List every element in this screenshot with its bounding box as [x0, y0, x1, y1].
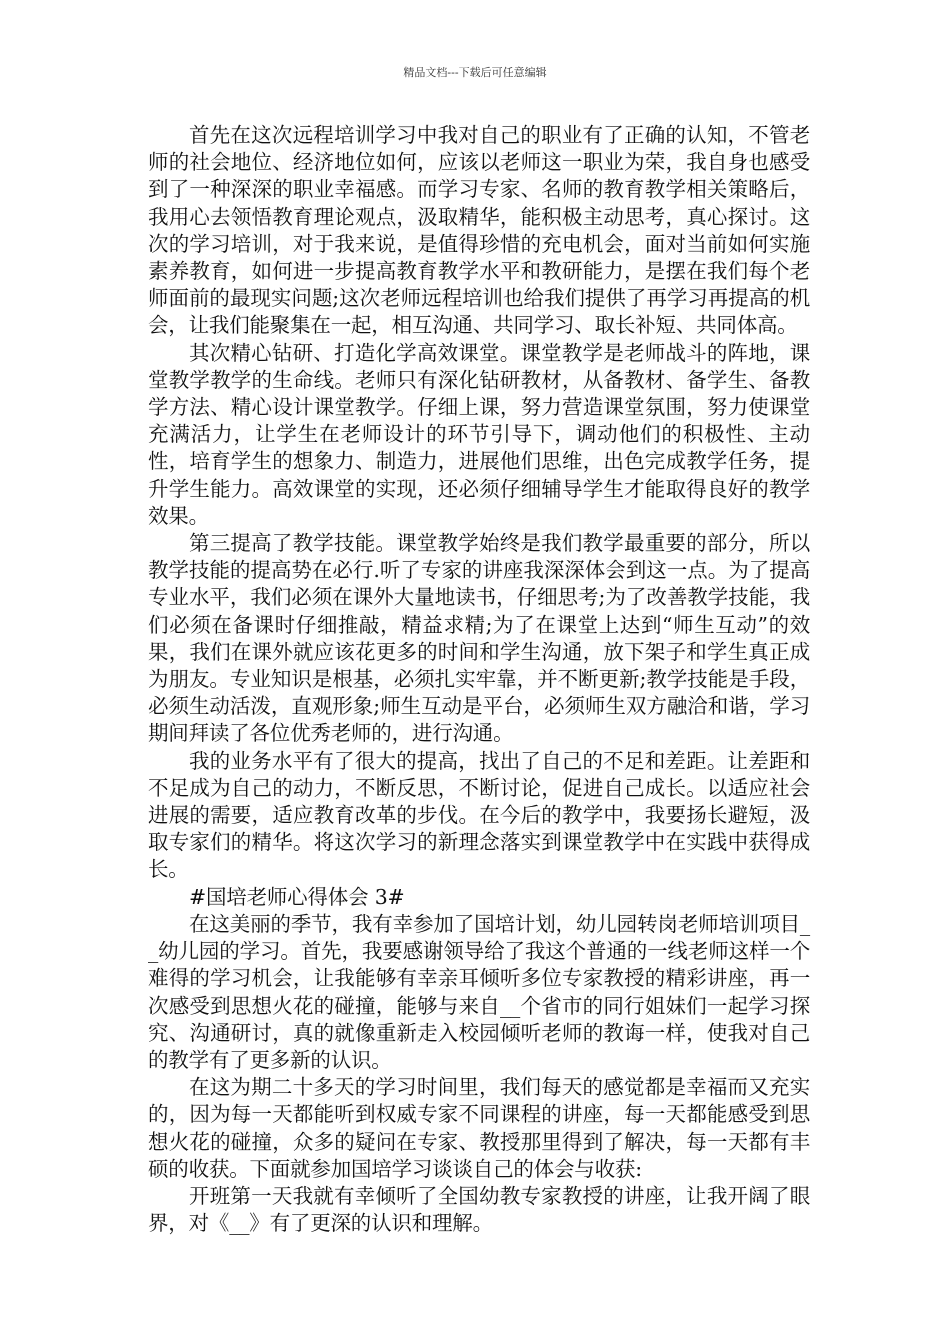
paragraph-6: 在这为期二十多天的学习时间里，我们每天的感觉都是幸福而又充实的，因为每一天都能听到权威专家不同课程的讲座，每一天都能感受到思想火花的碰撞，众多的疑问在专家、教授那里得到了解决，每一天都有丰硕的收获。下面就参加国培学习谈谈自己的体会与收获:: [148, 1075, 810, 1181]
paragraph-3: 第三提高了教学技能。课堂教学始终是我们教学最重要的部分，所以教学技能的提高势在必行.听了专家的讲座我深深体会到这一点。为了提高专业水平，我们必须在课外大量地读书，仔细思考;为了改善教学技能，我们必须在备课时仔细推敲，精益求精;为了在课堂上达到“师生互动”的效果，我们在课外就应该花更多的时间和学生沟通，放下架子和学生真正成为朋友。专业知识是根基，必须扎实牢靠，并不断更新;教学技能是手段，必须生动活泼，直观形象;师生互动是平台，必须师生双方融洽和谐，学习期间拜读了各位优秀老师的，进行沟通。: [148, 531, 810, 746]
page-header: 精品文档---下载后可任意编辑: [403, 66, 547, 79]
document-body: [148, 122, 810, 1237]
paragraph-7: 开班第一天我就有幸倾听了全国幼教专家教授的讲座，让我开阔了眼界，对《__》有了更深的认识和理解。: [148, 1183, 810, 1236]
paragraph-2: 其次精心钻研、打造化学高效课堂。课堂教学是老师战斗的阵地，课堂教学教学的生命线。老师只有深化钻研教材，从备教材、备学生、备教学方法、精心设计课堂教学。仔细上课，努力营造课堂氛围，努力使课堂充满活力，让学生在老师设计的环节引导下，调动他们的积极性、主动性，培育学生的想象力、制造力，进展他们思维，出色完成教学任务，提升学生能力。高效课堂的实现，还必须仔细辅导学生才能取得良好的教学效果。: [148, 340, 810, 528]
paragraph-1: 首先在这次远程培训学习中我对自己的职业有了正确的认知，不管老师的社会地位、经济地位如何，应该以老师这一职业为荣，我自身也感受到了一种深深的职业幸福感。而学习专家、名师的教育教学相关策略后，我用心去领悟教育理论观点，汲取精华，能积极主动思考，真心探讨。这次的学习培训，对于我来说，是值得珍惜的充电机会，面对当前如何实施素养教育，如何进一步提高教育教学水平和教研能力，是摆在我们每个老师面前的最现实问题;这次老师远程培训也给我们提供了再学习再提高的机会，让我们能聚集在一起，相互沟通、共同学习、取长补短、共同体高。: [148, 123, 810, 338]
section-heading: #国培老师心得体会 3#: [189, 884, 405, 909]
paragraph-4: 我的业务水平有了很大的提高，找出了自己的不足和差距。让差距和不足成为自己的动力，不断反思，不断讨论，促进自己成长。以适应社会进展的需要，适应教育改革的步伐。在今后的教学中，我要扬长避短，汲取专家们的精华。将这次学习的新理念落实到课堂教学中在实践中获得成长。: [148, 748, 810, 882]
paragraph-5: 在这美丽的季节，我有幸参加了国培计划，幼儿园转岗老师培训项目__幼儿园的学习。首先，我要感谢领导给了我这个普通的一线老师这样一个难得的学习机会，让我能够有幸亲耳倾听多位专家教授的精彩讲座，再一次感受到思想火花的碰撞，能够与来自__个省市的同行姐妹们一起学习探究、沟通研讨，真的就像重新走入校园倾听老师的教诲一样，使我对自己的教学有了更多新的认识。: [148, 911, 810, 1072]
